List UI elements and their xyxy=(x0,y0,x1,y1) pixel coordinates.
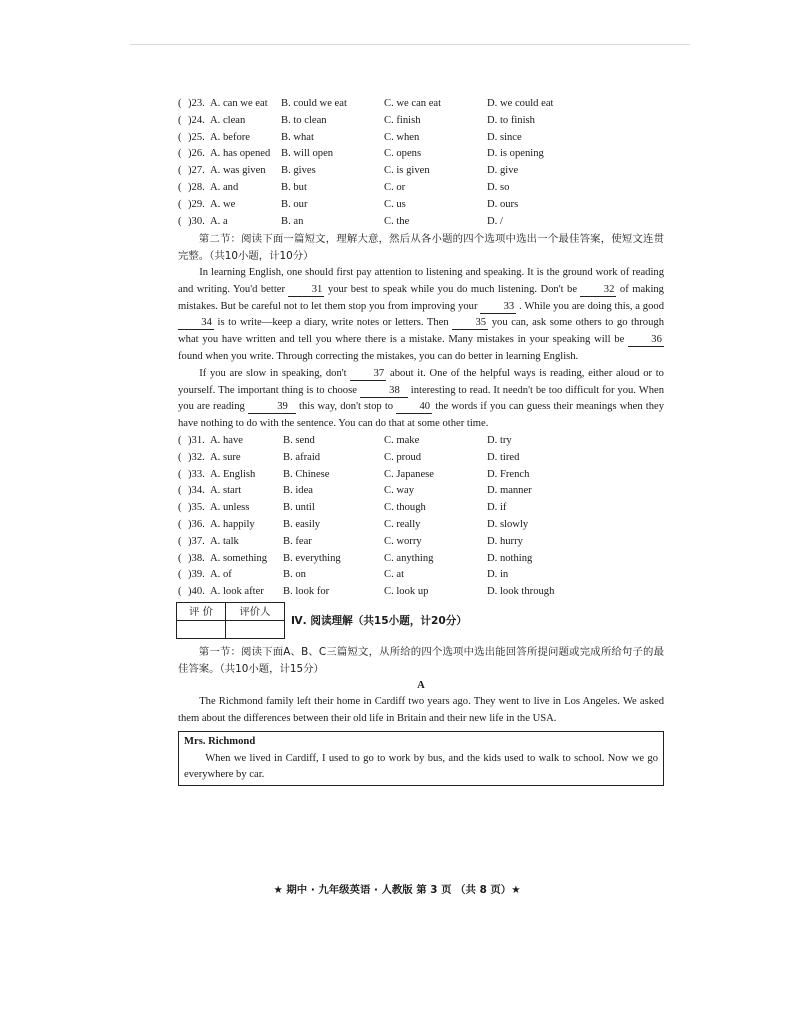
option-d: D. so xyxy=(487,181,510,193)
question-number: )29. xyxy=(188,198,205,210)
option-c: C. opens xyxy=(384,148,422,160)
option-a: A. of xyxy=(210,569,232,581)
option-a: A. before xyxy=(210,131,251,143)
blank-31: 31 xyxy=(288,283,324,297)
question-number: )38. xyxy=(188,552,205,564)
blank-32: 32 xyxy=(580,283,616,297)
question-row xyxy=(178,467,664,484)
option-b: B. gives xyxy=(281,165,316,177)
question-number: )37. xyxy=(188,535,205,547)
answer-paren-open[interactable]: ( xyxy=(178,552,182,564)
question-row xyxy=(178,483,664,500)
box-title: Mrs. Richmond xyxy=(184,735,256,747)
blank-33: 33 xyxy=(480,300,516,314)
answer-paren-open[interactable]: ( xyxy=(178,98,182,109)
option-a: A. sure xyxy=(210,451,241,463)
answer-paren-open[interactable]: ( xyxy=(178,451,182,463)
option-d: D. give xyxy=(487,165,519,177)
option-c: C. the xyxy=(384,215,410,227)
answer-paren-open[interactable]: ( xyxy=(178,468,182,480)
cloze-paragraph-1: In learning English, one should first pay attention to listening and speaking. It is the ground work of reading and writing. You'd better 31 your best to speak while you do much listening. Don't be 32 of making mistakes. But be careful not to let them stop you from improving your 33 . While you are doing this, a good 34 is to write—keep a diary, write notes or letters. Then 35 you can, ask some others to go through what you have written and tell you where there is a mistake. Many mistakes in your speaking will be 36 found when you write. Through correcting the mistakes, you can do better in learning English. xyxy=(178,266,664,362)
section4-title: Ⅳ. 阅读理解（共15小题，计20分） xyxy=(291,614,467,627)
answer-paren-open[interactable]: ( xyxy=(178,485,182,497)
option-b: B. easily xyxy=(283,518,321,530)
question-row xyxy=(178,517,664,534)
option-b: B. until xyxy=(283,502,315,514)
option-d: D. / xyxy=(487,215,503,227)
option-c: C. make xyxy=(384,434,420,446)
option-a: A. and xyxy=(210,181,239,193)
option-b: B. could we eat xyxy=(281,98,347,109)
option-b: B. to clean xyxy=(281,114,327,126)
question-row xyxy=(178,500,664,517)
question-number: )39. xyxy=(188,569,205,581)
question-number: )36. xyxy=(188,518,205,530)
mrs-richmond-box xyxy=(178,731,664,786)
question-row xyxy=(178,567,664,584)
option-d: D. nothing xyxy=(487,552,533,564)
option-c: C. really xyxy=(384,518,421,530)
grader-label: 评价人 xyxy=(226,603,285,621)
question-number: )25. xyxy=(188,131,205,143)
section2-instruction: 第二节：阅读下面一篇短文，理解大意，然后从各小题的四个选项中选出一个最佳答案，使短文连贯完整。（共10小题，计10分） xyxy=(178,233,664,263)
option-c: C. finish xyxy=(384,114,421,126)
question-number: )40. xyxy=(188,586,205,598)
passage-a-intro: The Richmond family left their home in Cardiff two years ago. They went to live in Los Angeles. We asked them about the differences between their old life in Britain and their new life in the USA. xyxy=(178,696,664,725)
question-number: )24. xyxy=(188,114,205,126)
question-row xyxy=(178,96,664,113)
option-b: B. everything xyxy=(283,552,341,564)
option-b: B. but xyxy=(281,181,307,193)
box-text: When we lived in Cardiff, I used to go to work by bus, and the kids used to walk to school. Now we go everywhere by car. xyxy=(184,752,658,781)
option-c: C. or xyxy=(384,181,406,193)
answer-paren-open[interactable]: ( xyxy=(178,434,182,446)
option-d: D. tired xyxy=(487,451,520,463)
option-d: D. hurry xyxy=(487,535,523,547)
question-row xyxy=(178,197,664,214)
option-d: D. is opening xyxy=(487,148,544,160)
option-d: D. look through xyxy=(487,586,555,598)
question-row xyxy=(178,214,664,231)
question-number: )33. xyxy=(188,468,205,480)
option-b: B. afraid xyxy=(283,451,321,463)
option-d: D. if xyxy=(487,502,507,514)
option-c: C. proud xyxy=(384,451,422,463)
blank-34: 34 xyxy=(178,316,214,330)
option-c: C. when xyxy=(384,131,420,143)
blank-35: 35 xyxy=(452,316,488,330)
option-c: C. way xyxy=(384,485,415,497)
question-row xyxy=(178,146,664,163)
option-a: A. something xyxy=(210,552,268,564)
blank-36: 36 xyxy=(628,333,664,347)
blank-37: 37 xyxy=(350,367,386,381)
answer-paren-open[interactable]: ( xyxy=(178,215,182,227)
option-c: C. look up xyxy=(384,586,429,598)
question-number: )23. xyxy=(188,98,205,109)
exam-page xyxy=(178,96,664,786)
choices-group-23-30 xyxy=(178,96,664,230)
option-b: B. send xyxy=(283,434,315,446)
question-number: )28. xyxy=(188,181,205,193)
section4-instruction: 第一节：阅读下面A、B、C三篇短文，从所给的四个选项中选出能回答所提问题或完成所给句子的最佳答案。（共10小题，计15分） xyxy=(178,645,664,675)
option-d: D. French xyxy=(487,468,530,480)
option-a: A. we xyxy=(210,198,236,210)
answer-paren-open[interactable]: ( xyxy=(178,502,182,514)
section4-header xyxy=(178,602,664,640)
question-row xyxy=(178,450,664,467)
question-row xyxy=(178,551,664,568)
option-d: D. slowly xyxy=(487,518,529,530)
option-d: D. to finish xyxy=(487,114,535,126)
answer-paren-open[interactable]: ( xyxy=(178,114,182,126)
option-d: D. try xyxy=(487,434,512,446)
option-b: B. look for xyxy=(283,586,330,598)
score-label: 评 价 xyxy=(177,603,226,621)
option-b: B. our xyxy=(281,198,308,210)
question-row xyxy=(178,584,664,601)
answer-paren-open[interactable]: ( xyxy=(178,535,182,547)
option-a: A. has opened xyxy=(210,148,271,160)
score-table xyxy=(176,602,285,639)
option-b: B. an xyxy=(281,215,304,227)
option-a: A. can we eat xyxy=(210,98,268,109)
option-b: B. will open xyxy=(281,148,334,160)
question-row xyxy=(178,433,664,450)
option-c: C. us xyxy=(384,198,406,210)
option-a: A. happily xyxy=(210,518,255,530)
option-a: A. a xyxy=(210,215,228,227)
option-d: D. since xyxy=(487,131,522,143)
blank-38: 38 xyxy=(360,384,408,398)
choices-group-31-40 xyxy=(178,433,664,601)
option-b: B. what xyxy=(281,131,314,143)
answer-paren-open[interactable]: ( xyxy=(178,518,182,530)
option-a: A. have xyxy=(210,434,243,446)
passage-a-label: A xyxy=(417,679,425,691)
question-number: )31. xyxy=(188,434,205,446)
option-b: B. Chinese xyxy=(283,468,330,480)
option-a: A. look after xyxy=(210,586,264,598)
answer-paren-open[interactable]: ( xyxy=(178,198,182,210)
cloze-paragraph-2: If you are slow in speaking, don't 37 about it. One of the helpful ways is reading, either aloud or to yourself. The important thing is to choose 38 interesting to read. It needn't be too difficult for you. When you are reading 39 this way, don't stop to 40 the words if you can guess their meanings when they have nothing to do with the sentence. You can do that at some other time. xyxy=(178,367,664,430)
option-a: A. clean xyxy=(210,114,246,126)
option-b: B. idea xyxy=(283,485,314,497)
blank-39: 39 xyxy=(248,400,296,414)
page-footer: ★ 期中 · 九年级英语 · 人教版 第 3 页 （共 8 页）★ xyxy=(273,884,521,896)
option-a: A. start xyxy=(210,485,242,497)
answer-paren-open[interactable]: ( xyxy=(178,165,182,177)
blank-40: 40 xyxy=(396,400,432,414)
score-cell[interactable] xyxy=(177,621,226,639)
answer-paren-open[interactable]: ( xyxy=(178,148,182,160)
question-number: )26. xyxy=(188,148,205,160)
answer-paren-open[interactable]: ( xyxy=(178,586,182,598)
question-number: )30. xyxy=(188,215,205,227)
option-c: C. is given xyxy=(384,165,430,177)
answer-paren-open[interactable]: ( xyxy=(178,181,182,193)
option-c: C. we can eat xyxy=(384,98,442,109)
option-c: C. worry xyxy=(384,535,422,547)
option-c: C. anything xyxy=(384,552,434,564)
option-c: C. at xyxy=(384,569,405,581)
question-row xyxy=(178,163,664,180)
question-row xyxy=(178,534,664,551)
answer-paren-open[interactable]: ( xyxy=(178,131,182,143)
question-row xyxy=(178,113,664,130)
option-c: C. Japanese xyxy=(384,468,435,480)
option-a: A. talk xyxy=(210,535,239,547)
option-d: D. ours xyxy=(487,198,519,210)
option-a: A. English xyxy=(210,468,256,480)
option-b: B. on xyxy=(283,569,306,581)
question-row xyxy=(178,130,664,147)
option-b: B. fear xyxy=(283,535,312,547)
option-d: D. in xyxy=(487,569,509,581)
option-a: A. unless xyxy=(210,502,250,514)
question-number: )35. xyxy=(188,502,205,514)
question-number: )32. xyxy=(188,451,205,463)
scan-edge-mark xyxy=(130,44,690,45)
grader-cell[interactable] xyxy=(226,621,285,639)
option-d: D. we could eat xyxy=(487,98,554,109)
question-row xyxy=(178,180,664,197)
question-number: )27. xyxy=(188,165,205,177)
option-c: C. though xyxy=(384,502,426,514)
answer-paren-open[interactable]: ( xyxy=(178,569,182,581)
option-d: D. manner xyxy=(487,485,532,497)
question-number: )34. xyxy=(188,485,205,497)
option-a: A. was given xyxy=(210,165,266,177)
